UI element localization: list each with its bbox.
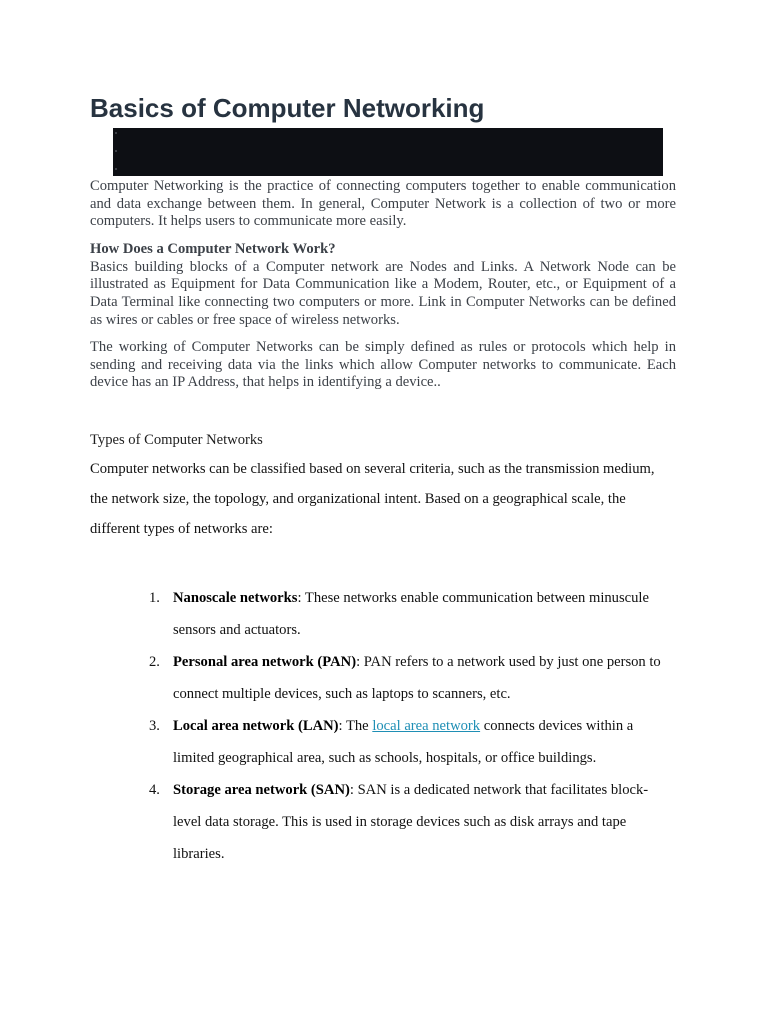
list-text: connects devices within a limited geographical area, such as schools, hospitals, or office buildings. (173, 718, 634, 766)
bullet-icon (115, 150, 117, 152)
list-separator: : (297, 590, 305, 606)
list-number: 4. (149, 782, 160, 798)
list-text: SAN is a dedicated network that facilitates block-level data storage. This is used in storage devices such as disk arrays and tape libraries. (173, 782, 649, 862)
network-types-list (149, 582, 673, 870)
list-text: PAN refers to a network used by just one person to connect multiple devices, such as laptops to scanners, etc. (173, 654, 661, 702)
how-section (90, 241, 676, 330)
list-number: 2. (149, 654, 160, 670)
list-item (149, 774, 673, 870)
types-paragraph (90, 454, 676, 544)
local-area-network-link[interactable]: local area network (372, 718, 481, 734)
bullet-icon (115, 168, 117, 170)
page-title: Basics of Computer Networking (90, 93, 485, 123)
list-separator: : (349, 782, 358, 798)
intro-text: Computer Networking is the practice of connecting computers together to enable communication and data exchange between them. In general, Computer Network is a collection of two or more computers. It helps users to communicate more easily. (90, 178, 676, 230)
types-text: Computer networks can be classified based on several criteria, such as the transmission medium, the network size, the topology, and organizational intent. Based on a geographical scale, the different types of networks are: (90, 461, 655, 537)
intro-paragraph (90, 178, 676, 231)
list-item (149, 710, 673, 774)
how-heading: How Does a Computer Network Work? (90, 241, 336, 257)
bullet-icon (115, 132, 117, 134)
list-item (149, 582, 673, 646)
list-term: Storage area network (SAN) (173, 782, 350, 798)
working-text: The working of Computer Networks can be simply defined as rules or protocols which help in sending and receiving data via the links which allow Computer networks to communicate. Each device has an IP Address, that helps in identifying a device.. (90, 339, 676, 391)
list-term: Local area network (LAN) (173, 718, 339, 734)
list-item (149, 646, 673, 710)
how-text: Basics building blocks of a Computer network are Nodes and Links. A Network Node can be illustrated as Equipment for Data Communication like a Modem, Router, etc., or Equipment of a Data Terminal like connecting two computers or more. Link in Computer Networks can be defined as wires or cables or free space of wireless networks. (90, 258, 676, 328)
list-separator: : (356, 654, 364, 670)
list-number: 1. (149, 590, 160, 606)
list-number: 3. (149, 718, 160, 734)
working-paragraph (90, 339, 676, 392)
list-separator: : (338, 718, 346, 734)
list-text: These networks enable communication between minuscule sensors and actuators. (173, 590, 649, 638)
types-heading: Types of Computer Networks (90, 432, 263, 448)
list-term: Personal area network (PAN) (173, 654, 357, 670)
redacted-bar (113, 128, 663, 176)
list-term: Nanoscale networks (173, 590, 298, 606)
list-pre: The (345, 718, 373, 734)
